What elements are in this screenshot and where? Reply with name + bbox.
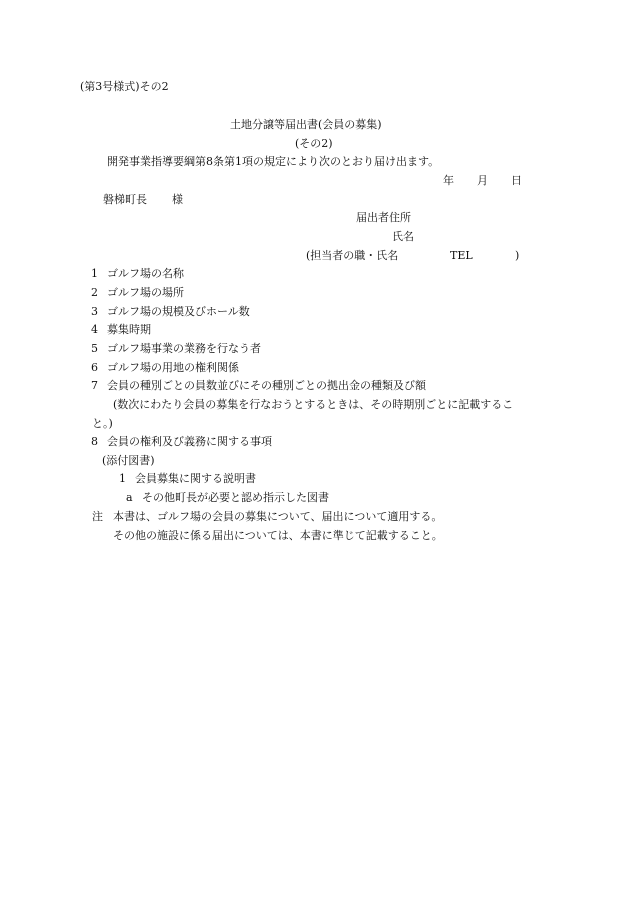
item-number: 4 [91, 323, 98, 336]
note-line1: 本書は、ゴルフ場の会員の募集について、届出について適用する。 [113, 510, 443, 523]
document-title: 土地分譲等届出書(会員の募集) [230, 118, 382, 131]
document-subtitle: (その2) [295, 137, 333, 150]
item-number: 5 [91, 342, 98, 355]
item7-note-line1: (数次にわたり会員の募集を行なおうとするときは、その時期別ごとに記載するこ [113, 398, 514, 411]
item-number: 8 [91, 435, 98, 448]
attachment-text: 会員募集に関する説明書 [135, 472, 256, 485]
submitter-address-label: 届出者住所 [356, 211, 411, 224]
contact-close: ) [515, 249, 520, 262]
item-text: 募集時期 [107, 323, 151, 336]
item-text: ゴルフ場の名称 [107, 267, 184, 280]
item-number: 2 [91, 286, 98, 299]
submitter-name-label: 氏名 [392, 230, 414, 243]
item-text: 会員の権利及び義務に関する事項 [107, 435, 272, 448]
item-number: 1 [91, 267, 98, 280]
item-text: ゴルフ場事業の業務を行なう者 [107, 342, 261, 355]
item-number: 7 [91, 379, 98, 392]
item7-note-line2: と。) [92, 417, 113, 430]
date-day: 日 [511, 174, 522, 187]
attachments-heading: (添付図書) [102, 454, 155, 467]
intro-text: 開発事業指導要綱第8条第1項の規定により次のとおり届け出ます。 [107, 155, 440, 168]
tel-label: TEL [450, 249, 473, 262]
item-text: ゴルフ場の規模及びホール数 [107, 305, 250, 318]
attachment-number: 1 [119, 472, 126, 485]
addressee-name: 磐梯町長 [103, 193, 147, 206]
item-text: ゴルフ場の場所 [107, 286, 184, 299]
date-month: 月 [477, 174, 488, 187]
item-text: 会員の種別ごとの員数並びにその種別ごとの拠出金の種類及び額 [107, 379, 426, 392]
note-label: 注 [92, 510, 103, 523]
addressee-honorific: 様 [172, 193, 183, 206]
note-line2: その他の施設に係る届出については、本書に準じて記載すること。 [113, 529, 443, 542]
item-number: 6 [91, 361, 98, 374]
attachment-text: その他町長が必要と認め指示した図書 [142, 491, 329, 504]
form-id: (第3号様式)その2 [80, 80, 169, 93]
contact-person-label: (担当者の職・氏名 [306, 249, 399, 262]
attachment-number: a [126, 491, 133, 504]
item-number: 3 [91, 305, 98, 318]
item-text: ゴルフ場の用地の権利関係 [107, 361, 239, 374]
date-year: 年 [443, 174, 454, 187]
